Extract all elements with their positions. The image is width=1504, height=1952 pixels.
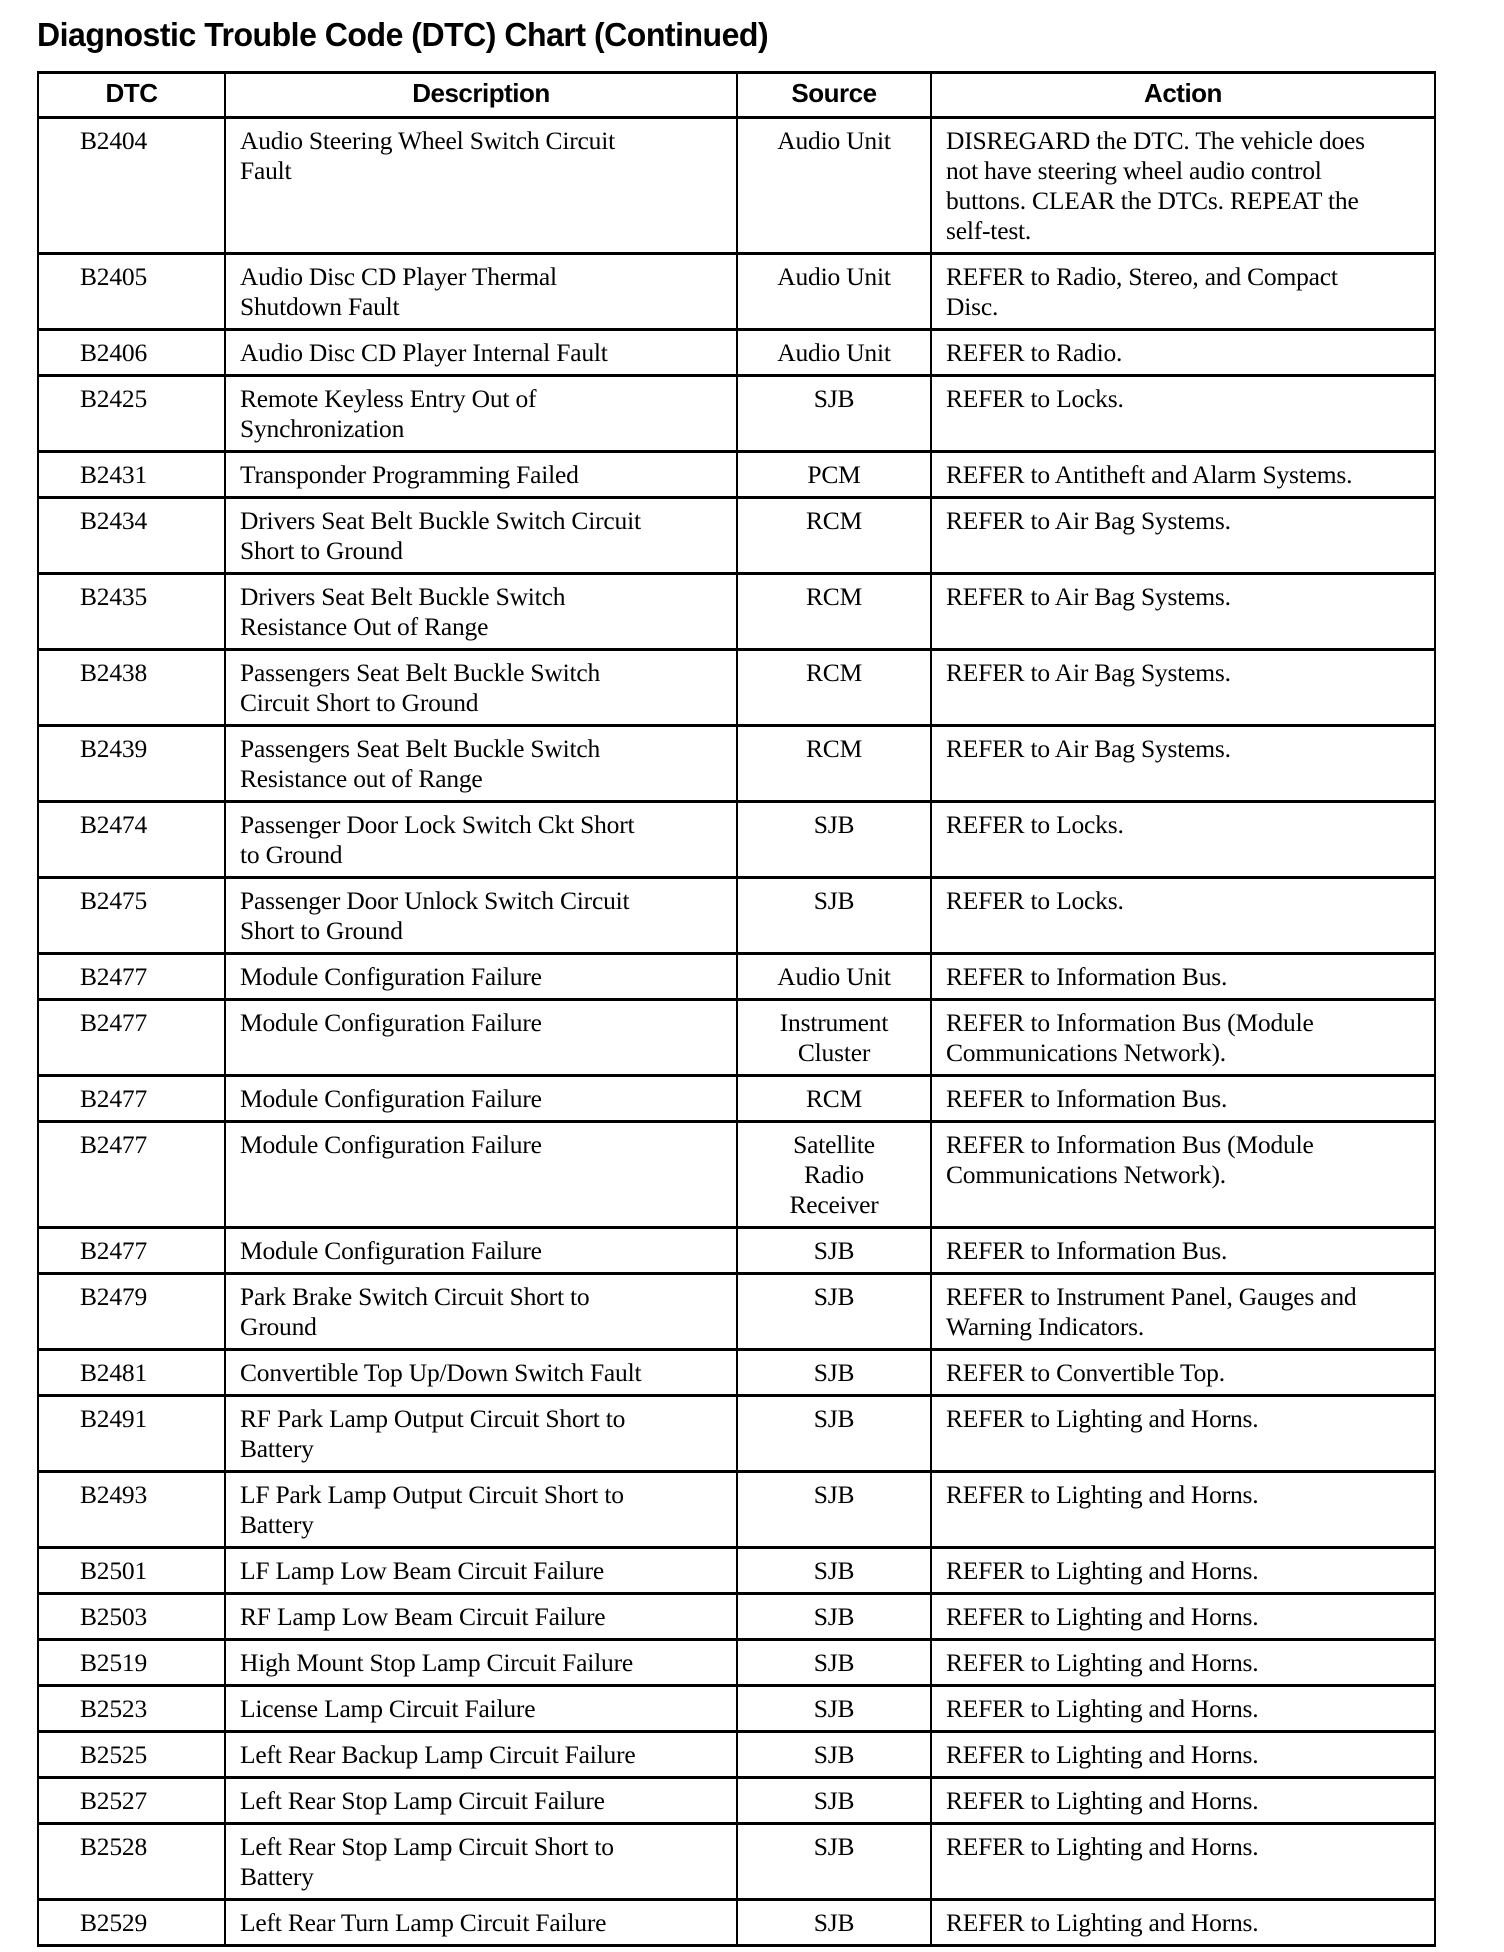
dtc-cell: B2425 bbox=[38, 376, 225, 452]
dtc-cell: B2404 bbox=[38, 118, 225, 254]
description-cell: LF Lamp Low Beam Circuit Failure bbox=[225, 1548, 737, 1594]
action-cell: REFER to Lighting and Horns. bbox=[931, 1396, 1435, 1472]
source-cell: RCM bbox=[737, 1076, 931, 1122]
table-row bbox=[38, 118, 1435, 254]
dtc-cell: B2434 bbox=[38, 498, 225, 574]
description-cell: Module Configuration Failure bbox=[225, 1122, 737, 1228]
dtc-cell: B2438 bbox=[38, 650, 225, 726]
description-cell: Remote Keyless Entry Out of Synchronization bbox=[225, 376, 737, 452]
source-cell: SJB bbox=[737, 802, 931, 878]
action-cell: REFER to Information Bus. bbox=[931, 954, 1435, 1000]
description-cell: Convertible Top Up/Down Switch Fault bbox=[225, 1350, 737, 1396]
table-row bbox=[38, 376, 1435, 452]
source-cell: SJB bbox=[737, 1824, 931, 1900]
description-cell: Module Configuration Failure bbox=[225, 1228, 737, 1274]
action-cell: REFER to Information Bus. bbox=[931, 1228, 1435, 1274]
table-row bbox=[38, 1000, 1435, 1076]
description-cell: Park Brake Switch Circuit Short to Ground bbox=[225, 1274, 737, 1350]
table-body bbox=[38, 118, 1435, 1946]
description-cell: Audio Disc CD Player Internal Fault bbox=[225, 330, 737, 376]
action-cell: REFER to Information Bus. bbox=[931, 1076, 1435, 1122]
source-cell: RCM bbox=[737, 574, 931, 650]
dtc-cell: B2525 bbox=[38, 1732, 225, 1778]
action-cell: REFER to Radio, Stereo, and Compact Disc. bbox=[931, 254, 1435, 330]
action-cell: REFER to Lighting and Horns. bbox=[931, 1732, 1435, 1778]
table-row bbox=[38, 1548, 1435, 1594]
dtc-cell: B2501 bbox=[38, 1548, 225, 1594]
source-cell: SJB bbox=[737, 1274, 931, 1350]
dtc-cell: B2477 bbox=[38, 954, 225, 1000]
dtc-cell: B2477 bbox=[38, 1000, 225, 1076]
dtc-cell: B2439 bbox=[38, 726, 225, 802]
description-cell: Left Rear Backup Lamp Circuit Failure bbox=[225, 1732, 737, 1778]
action-cell: REFER to Lighting and Horns. bbox=[931, 1472, 1435, 1548]
source-cell: SJB bbox=[737, 1350, 931, 1396]
source-cell: SJB bbox=[737, 1686, 931, 1732]
table-row bbox=[38, 1472, 1435, 1548]
source-cell: Audio Unit bbox=[737, 254, 931, 330]
source-cell: SJB bbox=[737, 1396, 931, 1472]
source-cell: SJB bbox=[737, 1548, 931, 1594]
description-cell: License Lamp Circuit Failure bbox=[225, 1686, 737, 1732]
dtc-cell: B2475 bbox=[38, 878, 225, 954]
description-cell: Module Configuration Failure bbox=[225, 954, 737, 1000]
action-cell: DISREGARD the DTC. The vehicle does not have steering wheel audio control buttons. CLEAR the DTCs. REPEAT the self-test. bbox=[931, 118, 1435, 254]
action-cell: REFER to Antitheft and Alarm Systems. bbox=[931, 452, 1435, 498]
description-cell: Left Rear Turn Lamp Circuit Failure bbox=[225, 1900, 737, 1946]
action-cell: REFER to Information Bus (Module Communications Network). bbox=[931, 1122, 1435, 1228]
table-header-row bbox=[38, 73, 1435, 118]
source-cell: Audio Unit bbox=[737, 954, 931, 1000]
source-cell: SJB bbox=[737, 1778, 931, 1824]
source-cell: Instrument Cluster bbox=[737, 1000, 931, 1076]
table-row bbox=[38, 1732, 1435, 1778]
dtc-cell: B2479 bbox=[38, 1274, 225, 1350]
table-row bbox=[38, 954, 1435, 1000]
action-cell: REFER to Lighting and Horns. bbox=[931, 1900, 1435, 1946]
description-cell: Transponder Programming Failed bbox=[225, 452, 737, 498]
dtc-cell: B2529 bbox=[38, 1900, 225, 1946]
description-cell: Passenger Door Unlock Switch Circuit Short to Ground bbox=[225, 878, 737, 954]
description-cell: Audio Steering Wheel Switch Circuit Fault bbox=[225, 118, 737, 254]
source-cell: RCM bbox=[737, 498, 931, 574]
table-row bbox=[38, 802, 1435, 878]
description-cell: Audio Disc CD Player Thermal Shutdown Fault bbox=[225, 254, 737, 330]
description-cell: High Mount Stop Lamp Circuit Failure bbox=[225, 1640, 737, 1686]
dtc-table bbox=[37, 71, 1436, 1947]
description-cell: Drivers Seat Belt Buckle Switch Circuit Short to Ground bbox=[225, 498, 737, 574]
dtc-cell: B2405 bbox=[38, 254, 225, 330]
description-cell: Module Configuration Failure bbox=[225, 1076, 737, 1122]
description-cell: RF Lamp Low Beam Circuit Failure bbox=[225, 1594, 737, 1640]
source-cell: SJB bbox=[737, 376, 931, 452]
action-cell: REFER to Lighting and Horns. bbox=[931, 1824, 1435, 1900]
action-cell: REFER to Lighting and Horns. bbox=[931, 1686, 1435, 1732]
description-cell: Module Configuration Failure bbox=[225, 1000, 737, 1076]
dtc-cell: B2503 bbox=[38, 1594, 225, 1640]
column-header-action: Action bbox=[931, 73, 1435, 118]
action-cell: REFER to Information Bus (Module Communications Network). bbox=[931, 1000, 1435, 1076]
dtc-cell: B2477 bbox=[38, 1122, 225, 1228]
source-cell: PCM bbox=[737, 452, 931, 498]
action-cell: REFER to Lighting and Horns. bbox=[931, 1548, 1435, 1594]
source-cell: Audio Unit bbox=[737, 118, 931, 254]
dtc-cell: B2491 bbox=[38, 1396, 225, 1472]
dtc-cell: B2523 bbox=[38, 1686, 225, 1732]
action-cell: REFER to Radio. bbox=[931, 330, 1435, 376]
description-cell: Left Rear Stop Lamp Circuit Short to Battery bbox=[225, 1824, 737, 1900]
table-row bbox=[38, 726, 1435, 802]
column-header-description: Description bbox=[225, 73, 737, 118]
dtc-cell: B2493 bbox=[38, 1472, 225, 1548]
source-cell: RCM bbox=[737, 726, 931, 802]
source-cell: RCM bbox=[737, 650, 931, 726]
table-row bbox=[38, 1396, 1435, 1472]
source-cell: SJB bbox=[737, 1228, 931, 1274]
description-cell: RF Park Lamp Output Circuit Short to Battery bbox=[225, 1396, 737, 1472]
action-cell: REFER to Air Bag Systems. bbox=[931, 498, 1435, 574]
dtc-cell: B2528 bbox=[38, 1824, 225, 1900]
table-row bbox=[38, 498, 1435, 574]
description-cell: LF Park Lamp Output Circuit Short to Battery bbox=[225, 1472, 737, 1548]
action-cell: REFER to Locks. bbox=[931, 376, 1435, 452]
table-row bbox=[38, 1228, 1435, 1274]
description-cell: Drivers Seat Belt Buckle Switch Resistance Out of Range bbox=[225, 574, 737, 650]
dtc-cell: B2519 bbox=[38, 1640, 225, 1686]
dtc-cell: B2477 bbox=[38, 1076, 225, 1122]
dtc-cell: B2477 bbox=[38, 1228, 225, 1274]
action-cell: REFER to Lighting and Horns. bbox=[931, 1640, 1435, 1686]
page-title: Diagnostic Trouble Code (DTC) Chart (Continued) bbox=[37, 16, 769, 53]
description-cell: Passengers Seat Belt Buckle Switch Circuit Short to Ground bbox=[225, 650, 737, 726]
table-row bbox=[38, 1686, 1435, 1732]
column-header-source: Source bbox=[737, 73, 931, 118]
table-row bbox=[38, 1274, 1435, 1350]
table-row bbox=[38, 1824, 1435, 1900]
table-row bbox=[38, 1594, 1435, 1640]
table-row bbox=[38, 1778, 1435, 1824]
table-row bbox=[38, 1122, 1435, 1228]
action-cell: REFER to Convertible Top. bbox=[931, 1350, 1435, 1396]
table-row bbox=[38, 1350, 1435, 1396]
table-row bbox=[38, 1900, 1435, 1946]
table-row bbox=[38, 254, 1435, 330]
source-cell: SJB bbox=[737, 1732, 931, 1778]
dtc-cell: B2527 bbox=[38, 1778, 225, 1824]
source-cell: Satellite Radio Receiver bbox=[737, 1122, 931, 1228]
table-row bbox=[38, 330, 1435, 376]
description-cell: Passengers Seat Belt Buckle Switch Resistance out of Range bbox=[225, 726, 737, 802]
table-row bbox=[38, 574, 1435, 650]
source-cell: SJB bbox=[737, 1594, 931, 1640]
table-row bbox=[38, 1076, 1435, 1122]
table-row bbox=[38, 1640, 1435, 1686]
source-cell: SJB bbox=[737, 1900, 931, 1946]
dtc-cell: B2435 bbox=[38, 574, 225, 650]
table-row bbox=[38, 878, 1435, 954]
action-cell: REFER to Instrument Panel, Gauges and Warning Indicators. bbox=[931, 1274, 1435, 1350]
action-cell: REFER to Locks. bbox=[931, 802, 1435, 878]
dtc-cell: B2474 bbox=[38, 802, 225, 878]
description-cell: Passenger Door Lock Switch Ckt Short to Ground bbox=[225, 802, 737, 878]
action-cell: REFER to Lighting and Horns. bbox=[931, 1594, 1435, 1640]
source-cell: SJB bbox=[737, 1472, 931, 1548]
source-cell: SJB bbox=[737, 878, 931, 954]
action-cell: REFER to Locks. bbox=[931, 878, 1435, 954]
dtc-cell: B2481 bbox=[38, 1350, 225, 1396]
dtc-cell: B2406 bbox=[38, 330, 225, 376]
action-cell: REFER to Air Bag Systems. bbox=[931, 574, 1435, 650]
source-cell: Audio Unit bbox=[737, 330, 931, 376]
action-cell: REFER to Air Bag Systems. bbox=[931, 726, 1435, 802]
source-cell: SJB bbox=[737, 1640, 931, 1686]
dtc-cell: B2431 bbox=[38, 452, 225, 498]
description-cell: Left Rear Stop Lamp Circuit Failure bbox=[225, 1778, 737, 1824]
table-row bbox=[38, 452, 1435, 498]
column-header-dtc: DTC bbox=[38, 73, 225, 118]
table-row bbox=[38, 650, 1435, 726]
action-cell: REFER to Lighting and Horns. bbox=[931, 1778, 1435, 1824]
action-cell: REFER to Air Bag Systems. bbox=[931, 650, 1435, 726]
